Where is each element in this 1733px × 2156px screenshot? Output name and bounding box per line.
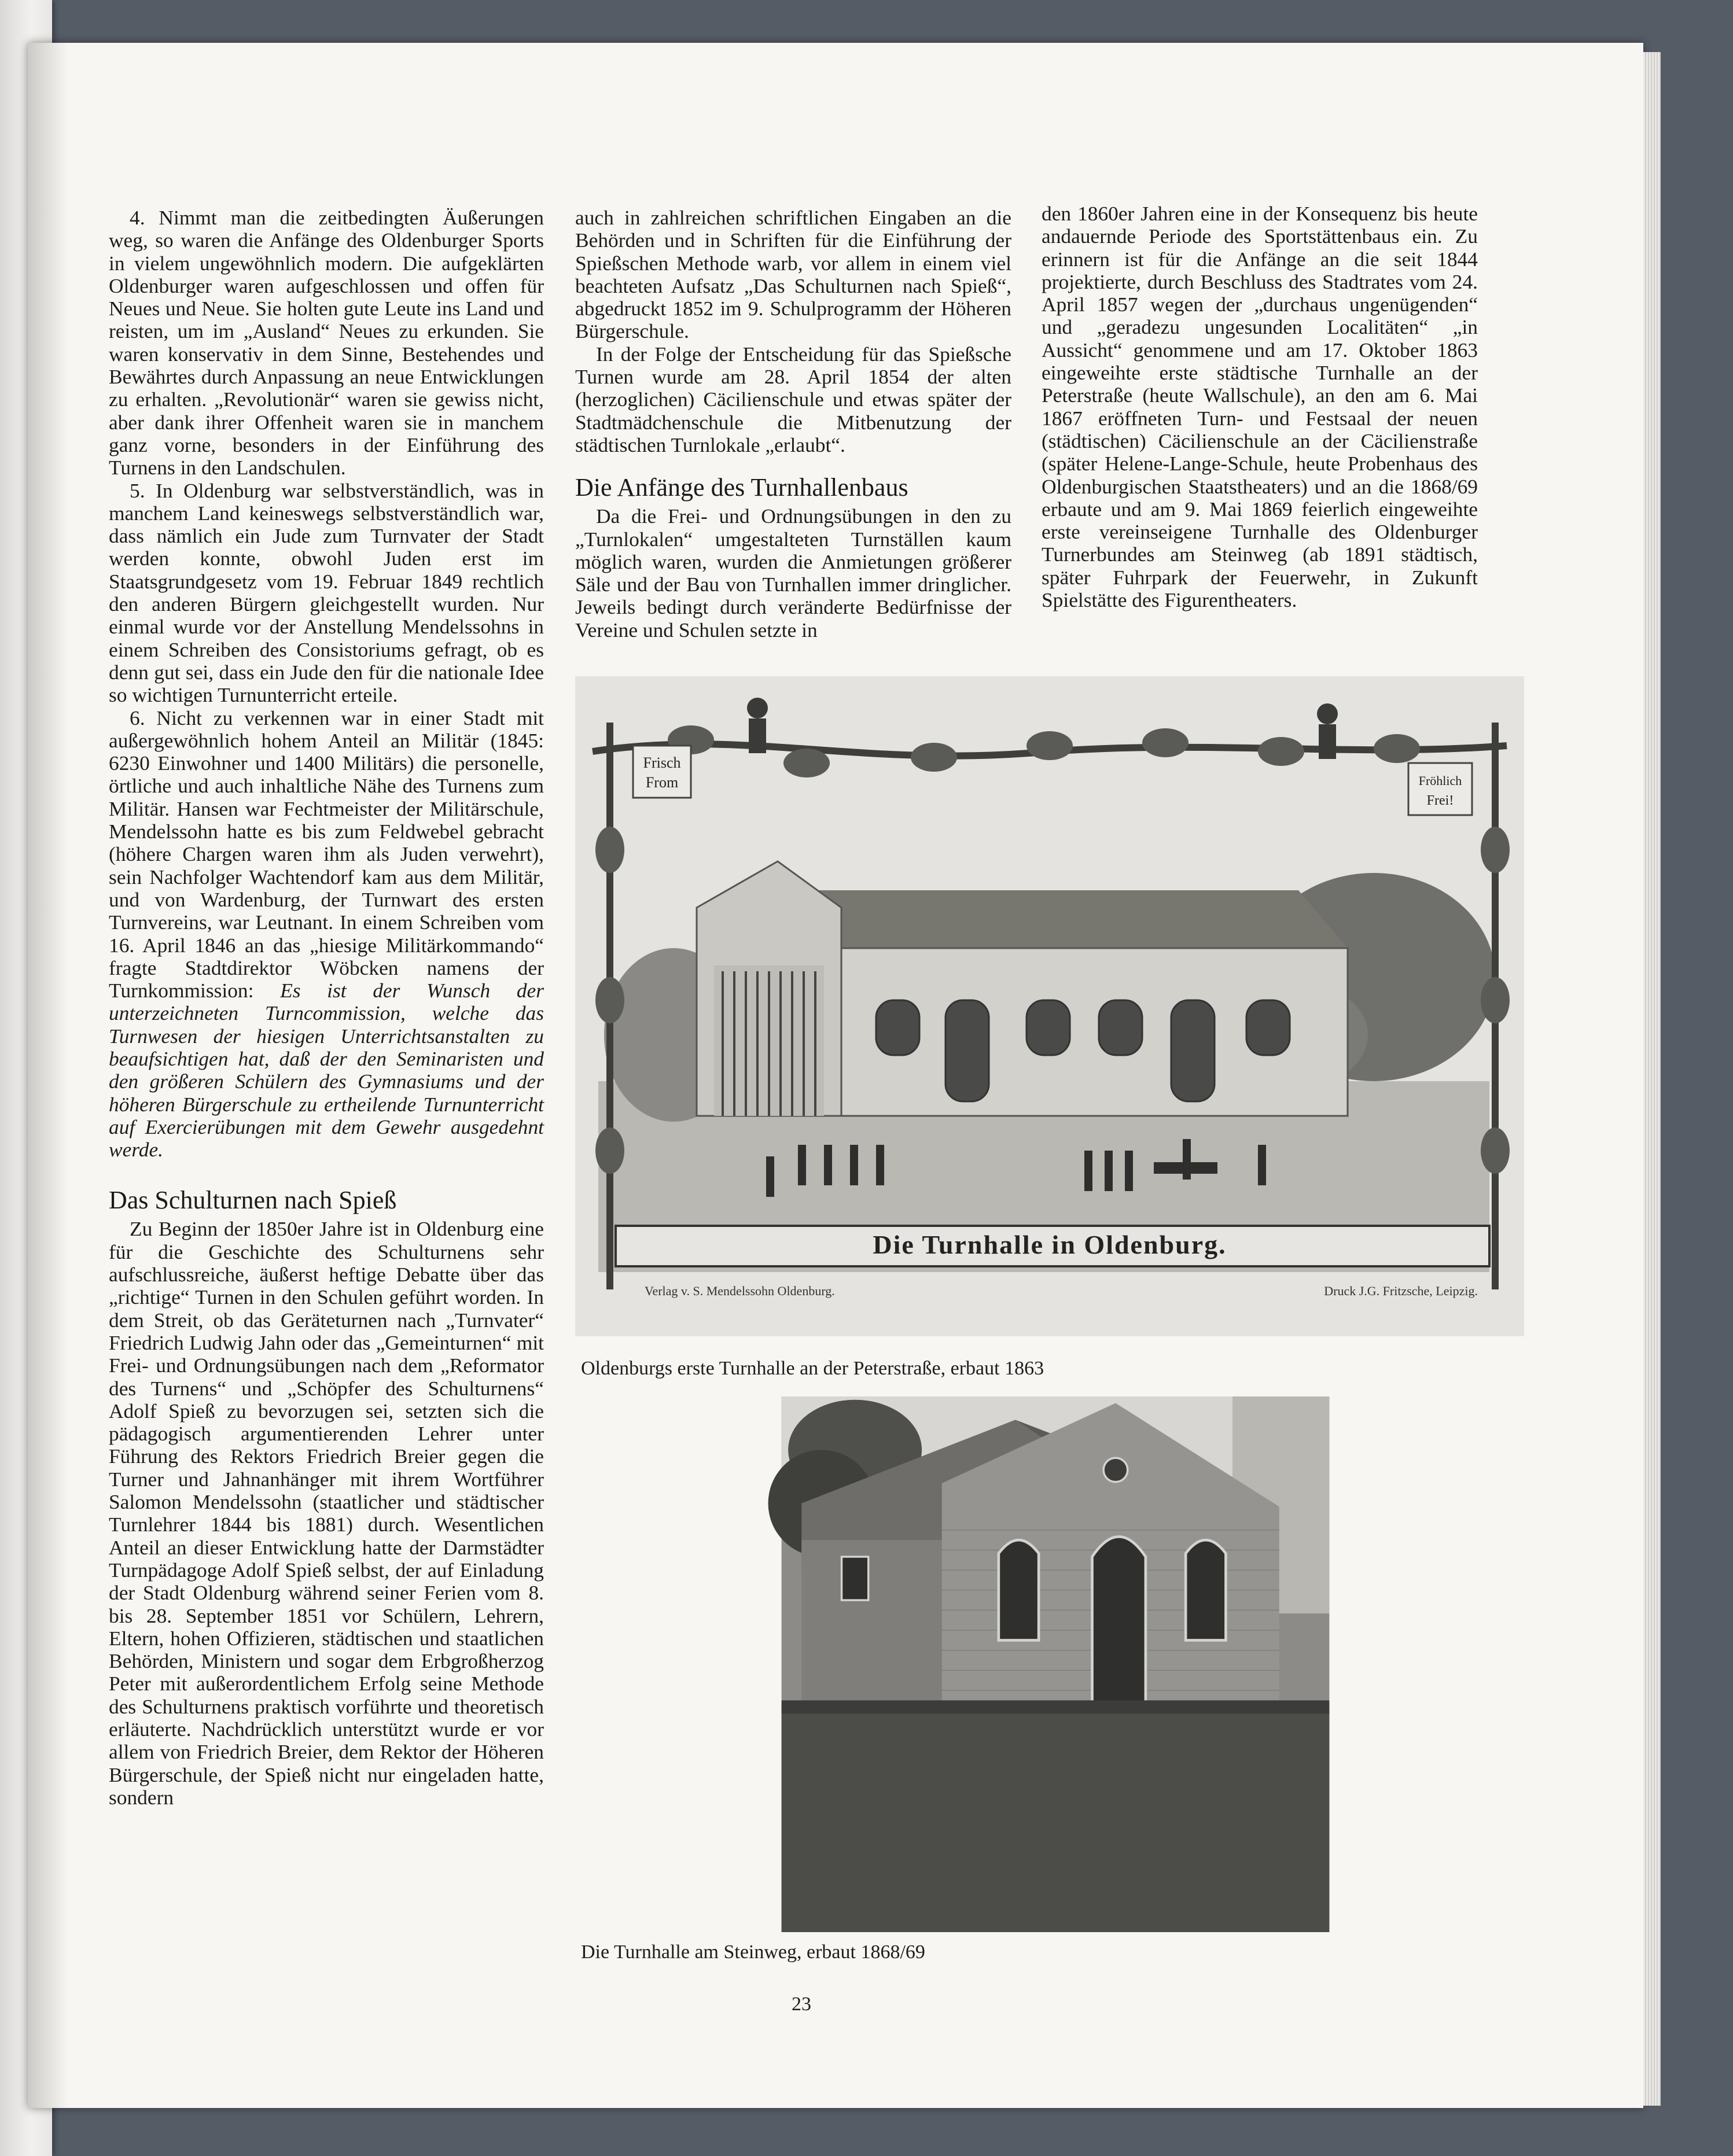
paragraph: Zu Beginn der 1850er Jahre ist in Oldenburg eine für die Geschichte des Schulturnens sehr aufschlussreiche, äußerst heftige Debatte über das „richtige“ Turnen in den Schulen geführt worden. In dem Streit, ob das Geräteturnen nach „Turnvater“ Friedrich Ludwig Jahn oder das „Gemeinturnen“ mit Frei- und Ordnungsübungen nach dem „Reformator des Turnens“ und „Schöpfer des Schulturnens“ Adolf Spieß zu bevorzugen sei, setzten sich die pädagogisch argumentierenden Lehrer unter Führung des Rektors Friedrich Breier gegen die Turner und Jahnanhänger mit ihrem Wortführer Salomon Mendelssohn (staatlicher und städtischer Turnlehrer 1844 bis 1881) durch. Wesentlichen Anteil an dieser Entwicklung hatte der Darmstädter Turnpädagoge Adolf Spieß selbst, der auf Einladung der Stadt Oldenburg während seiner Ferien vom 8. bis 28. September 1851 vor Schülern, Lehrern, Eltern, hohen Offizieren, städtischen und staatlichen Behörden, Ministern und sogar dem Erbgroßherzog Peter mit außerordentlichem Erfolg seine Methode des Schulturnens praktisch vorführte und theoretisch erläuterte. Nachdrücklich unterstützt wurde er vor allem von Friedrich Breier, dem Rektor der Höheren Bürgerschule, der Spieß nicht nur eingeladen hatte, sondern xyxy=(109,1217,544,1809)
text-column-1 xyxy=(109,207,544,1809)
text-column-2 xyxy=(575,207,1011,642)
section-heading: Die Anfänge des Turnhallenbaus xyxy=(575,473,908,502)
paragraph-text: 6. Nicht zu verkennen war in einer Stadt mit außergewöhnlich hohem Anteil an Militär (1845: 6230 Einwohner und 1400 Militärs) die personelle, örtliche und auch inhaltliche Nähe des Turnens zum Militär. Hansen war Fechtmeister der Militärschule, Mendelssohn hatte es bis zum Feldwebel gebracht (höhere Chargen waren ihm als Juden verwehrt), sein Nachfolger Wachtendorf kam aus dem Militär, und von Wardenburg, der Turnwart des ersten Turnvereins, war Leutnant. In einem Schreiben vom 16. April 1846 an das „hiesige Militärkommando“ fragte Stadtdirektor Wöbcken namens der Turnkommission: xyxy=(109,706,544,1003)
quote-text: Es ist der Wunsch der unterzeichneten Turncommission, welche das Turnwesen der hiesigen Unterrichtsanstalten zu beaufsichtigen hat, daß der den Seminaristen und den größeren Schülern des Gymnasiums und der höheren Bürgerschule zu ertheilende Turnunterricht auf Exercierübungen mit dem Gewehr ausgedehnt werde. xyxy=(109,979,544,1162)
paragraph: 4. Nimmt man die zeitbedingten Äußerungen weg, so waren die Anfänge des Oldenburger Sports in vielem ungewöhnlich modern. Die aufgeklärten Oldenburger waren aufgeschlossen und offen für Neues und Neue. Sie holten gute Leute ins Land und reisten, um im „Ausland“ Neues zu erkunden. Sie waren konservativ in dem Sinne, Bestehendes und Bewährtes durch Anpassung an neue Entwicklungen zu erhalten. „Revolutionär“ waren sie gewiss nicht, aber dank ihrer Offenheit waren sie in manchem ganz vorne, besonders in der Einführung des Turnens in den Landschulen. xyxy=(109,206,544,480)
banner-title: Die Turnhalle in Oldenburg. xyxy=(873,1230,1227,1259)
paragraph: 5. In Oldenburg war selbstverständlich, was in manchem Land keineswegs selbstverständlich war, dass nämlich ein Jude zum Turnvater der Stadt werden konnte, obwohl Juden erst im Staatsgrundgesetz vom 19. Februar 1849 rechtlich den anderen Bürgern gleichgestellt wurden. Nur einmal wurde vor der Anstellung Mendelssohns in einem Schreiben des Consistoriums gefragt, ob es denn gut sei, dass ein Jude den für die nationale Idee so wichtigen Turnunterricht erteile. xyxy=(109,478,544,707)
paragraph: auch in zahlreichen schriftlichen Eingaben an die Behörden und in Schriften für die Einführung der Spießschen Methode warb, vor allem in einem viel beachteten Aufsatz „Das Schulturnen nach Spieß“, abgedruckt 1852 im 9. Schulprogramm der Höheren Bürgerschule. xyxy=(575,206,1011,343)
sign-left-line1: Frisch xyxy=(643,754,681,771)
lithograph-illustration xyxy=(575,676,1524,1336)
paragraph: Da die Frei- und Ordnungsübungen in den zu „Turnlokalen“ umgestalteten Turnställen kaum möglich waren, wurden die Anmietungen größerer Säle und der Bau von Turnhallen immer dringlicher. Jeweils bedingt durch veränderte Bedürfnisse der Vereine und Schulen setzte in xyxy=(575,504,1011,642)
paragraph: den 1860er Jahren eine in der Konsequenz bis heute andauernde Periode des Sportstättenbaus ein. Zu erinnern ist für die Anfänge an die seit 1844 projektierte, durch Beschluss des Stadtrates vom 24. April 1857 wegen der „durchaus ungenügenden“ und „geradezu ungesunden Localitäten“ „in Aussicht“ genommene und am 17. Oktober 1863 eingeweihte erste städtische Turnhalle an der Peterstraße (heute Wallschule), an den am 6. Mai 1867 eröffneten Turn- und Festsaal der neuen (städtischen) Cäcilienschule an der Cäcilienstraße (später Helene-Lange-Schule, heute Probenhaus des Oldenburgischen Staatstheaters) und an die 1868/69 erbaute und am 9. Mai 1869 feierlich eingeweihte erste vereinseigene Turnhalle des Oldenburger Turnerbundes am Steinweg (ab 1891 städtisch, später Fuhrpark der Feuerwehr, in Zukunft Spielstätte des Figurentheaters. xyxy=(1042,202,1478,612)
printer-credit: Druck J.G. Fritzsche, Leipzig. xyxy=(1324,1284,1478,1298)
figure-2-caption: Die Turnhalle am Steinweg, erbaut 1868/69 xyxy=(581,1941,925,1963)
sign-right-line2: Frei! xyxy=(1426,793,1454,808)
text-column-3 xyxy=(1042,202,1478,611)
lithograph-figure xyxy=(575,676,1524,1336)
page-fore-edge xyxy=(1643,52,1661,2106)
publisher-credit: Verlag v. S. Mendelssohn Oldenburg. xyxy=(645,1284,835,1298)
photograph-figure xyxy=(581,1396,1530,1932)
paragraph: In der Folge der Entscheidung für das Spießsche Turnen wurde am 28. April 1854 der alten (herzoglichen) Cäcilienschule und etwas später der Stadtmädchenschule die Mitbenutzung der städtischen Turnlokale „erlaubt“. xyxy=(575,342,1011,456)
spine-shadow xyxy=(28,43,68,2108)
figure-1-caption: Oldenburgs erste Turnhalle an der Peterstraße, erbaut 1863 xyxy=(581,1358,1044,1379)
section-heading: Das Schulturnen nach Spieß xyxy=(109,1186,397,1215)
page-number: 23 xyxy=(792,1993,811,2015)
sign-right-line1: Fröhlich xyxy=(1418,773,1462,788)
paragraph xyxy=(109,707,544,1162)
sign-left-line2: From xyxy=(645,774,679,791)
photograph-illustration xyxy=(581,1396,1530,1932)
